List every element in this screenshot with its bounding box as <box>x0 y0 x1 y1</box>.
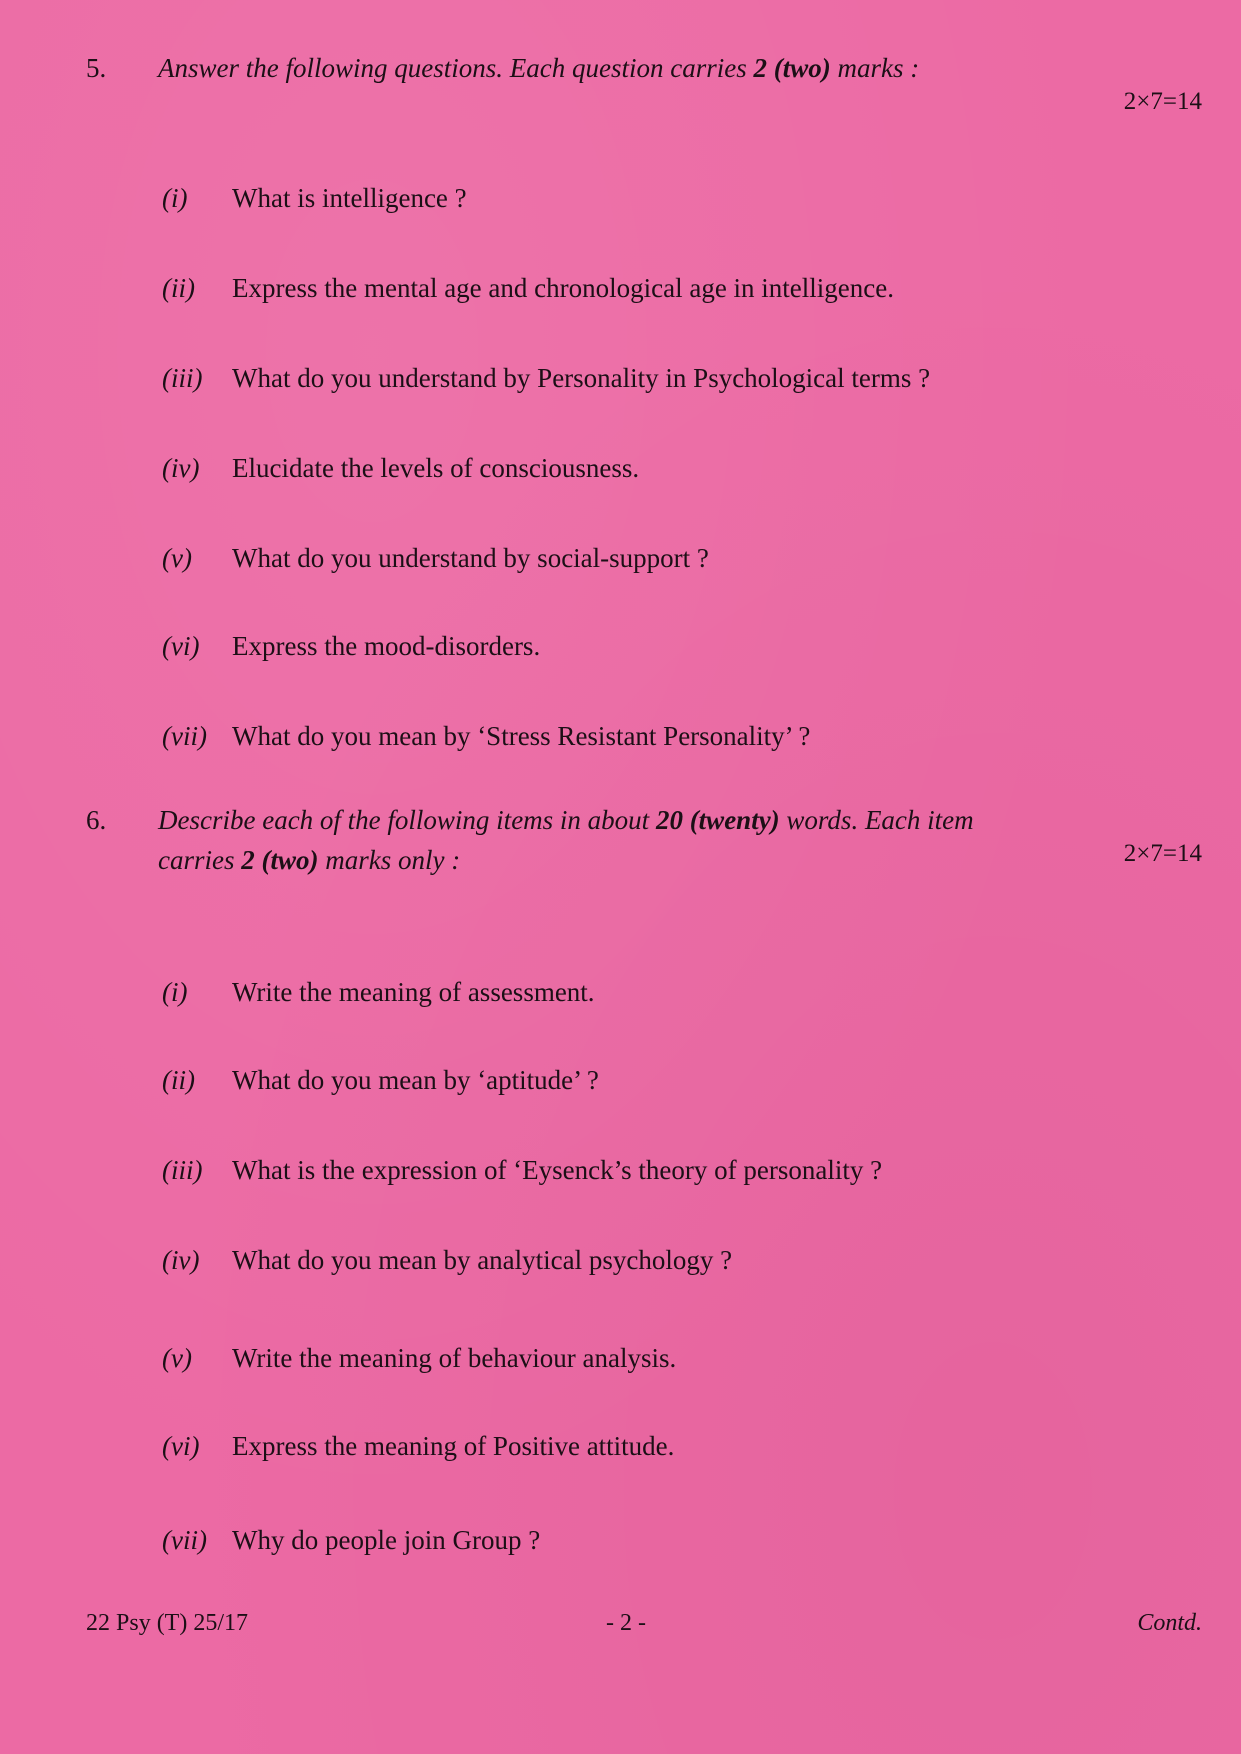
item-text: What do you mean by ‘Stress Resistant Personality’ ? <box>232 721 811 751</box>
list-item <box>162 628 540 664</box>
paper-code: 22 Psy (T) 25/17 <box>86 1610 248 1636</box>
item-number: (ii) <box>162 1065 195 1095</box>
item-number: (ii) <box>162 273 195 303</box>
question-6 <box>86 800 1206 1555</box>
item-text: Write the meaning of assessment. <box>232 977 595 1007</box>
instruction-text: Describe each of the following items in about <box>158 805 656 835</box>
item-text: What do you understand by social-support ? <box>232 543 709 573</box>
item-text: What do you mean by analytical psychology ? <box>232 1245 733 1275</box>
list-item <box>162 1152 882 1188</box>
question-6-header <box>86 800 1206 880</box>
item-text: What is intelligence ? <box>232 183 467 213</box>
instruction-text: marks : <box>830 53 920 83</box>
continued-label: Contd. <box>1137 1610 1202 1636</box>
item-number: (vii) <box>162 721 207 751</box>
question-number: 5. <box>86 53 107 83</box>
instruction-text: marks only : <box>318 845 461 875</box>
item-number: (v) <box>162 1343 192 1373</box>
item-text: Express the mental age and chronological age in intelligence. <box>232 273 895 303</box>
item-text: What do you understand by Personality in Psychological terms ? <box>232 363 931 393</box>
item-text: Express the meaning of Positive attitude. <box>232 1431 675 1461</box>
item-number: (iii) <box>162 1155 203 1185</box>
list-item <box>162 718 810 754</box>
list-item <box>162 1428 674 1464</box>
item-number: (vi) <box>162 631 200 661</box>
instruction-bold: 2 (two) <box>753 53 831 83</box>
item-number: (iv) <box>162 453 200 483</box>
item-number: (iii) <box>162 363 203 393</box>
item-text: Write the meaning of behaviour analysis. <box>232 1343 677 1373</box>
question-5 <box>86 48 1206 751</box>
list-item <box>162 360 930 396</box>
item-text: What do you mean by ‘aptitude’ ? <box>232 1065 599 1095</box>
item-text: Express the mood-disorders. <box>232 631 541 661</box>
item-number: (iv) <box>162 1245 200 1275</box>
list-item <box>162 270 894 306</box>
marks-label: 2×7=14 <box>1123 88 1202 115</box>
instruction-text: words. Each item carries <box>158 805 974 875</box>
page-number: - 2 - <box>606 1610 646 1636</box>
list-item <box>162 1522 540 1558</box>
list-item <box>162 540 709 576</box>
question-instruction <box>158 800 1206 880</box>
instruction-bold: 20 (twenty) <box>655 805 780 835</box>
list-item <box>162 1340 676 1376</box>
list-item <box>162 1062 599 1098</box>
item-number: (i) <box>162 183 188 213</box>
question-number: 6. <box>86 805 107 835</box>
item-number: (vi) <box>162 1431 200 1461</box>
list-item <box>162 180 467 216</box>
list-item <box>162 450 639 486</box>
item-number: (v) <box>162 543 192 573</box>
item-number: (i) <box>162 977 188 1007</box>
list-item <box>162 974 595 1010</box>
item-text: What is the expression of ‘Eysenck’s theory of personality ? <box>232 1155 883 1185</box>
instruction-bold: 2 (two) <box>241 845 319 875</box>
list-item <box>162 1242 732 1278</box>
question-5-header <box>86 48 1206 88</box>
page-footer <box>86 1605 1206 1641</box>
question-instruction <box>158 48 1206 88</box>
item-text: Elucidate the levels of consciousness. <box>232 453 640 483</box>
marks-label: 2×7=14 <box>1123 840 1202 867</box>
instruction-text: Answer the following questions. Each question carries <box>158 53 754 83</box>
item-text: Why do people join Group ? <box>232 1525 541 1555</box>
item-number: (vii) <box>162 1525 207 1555</box>
